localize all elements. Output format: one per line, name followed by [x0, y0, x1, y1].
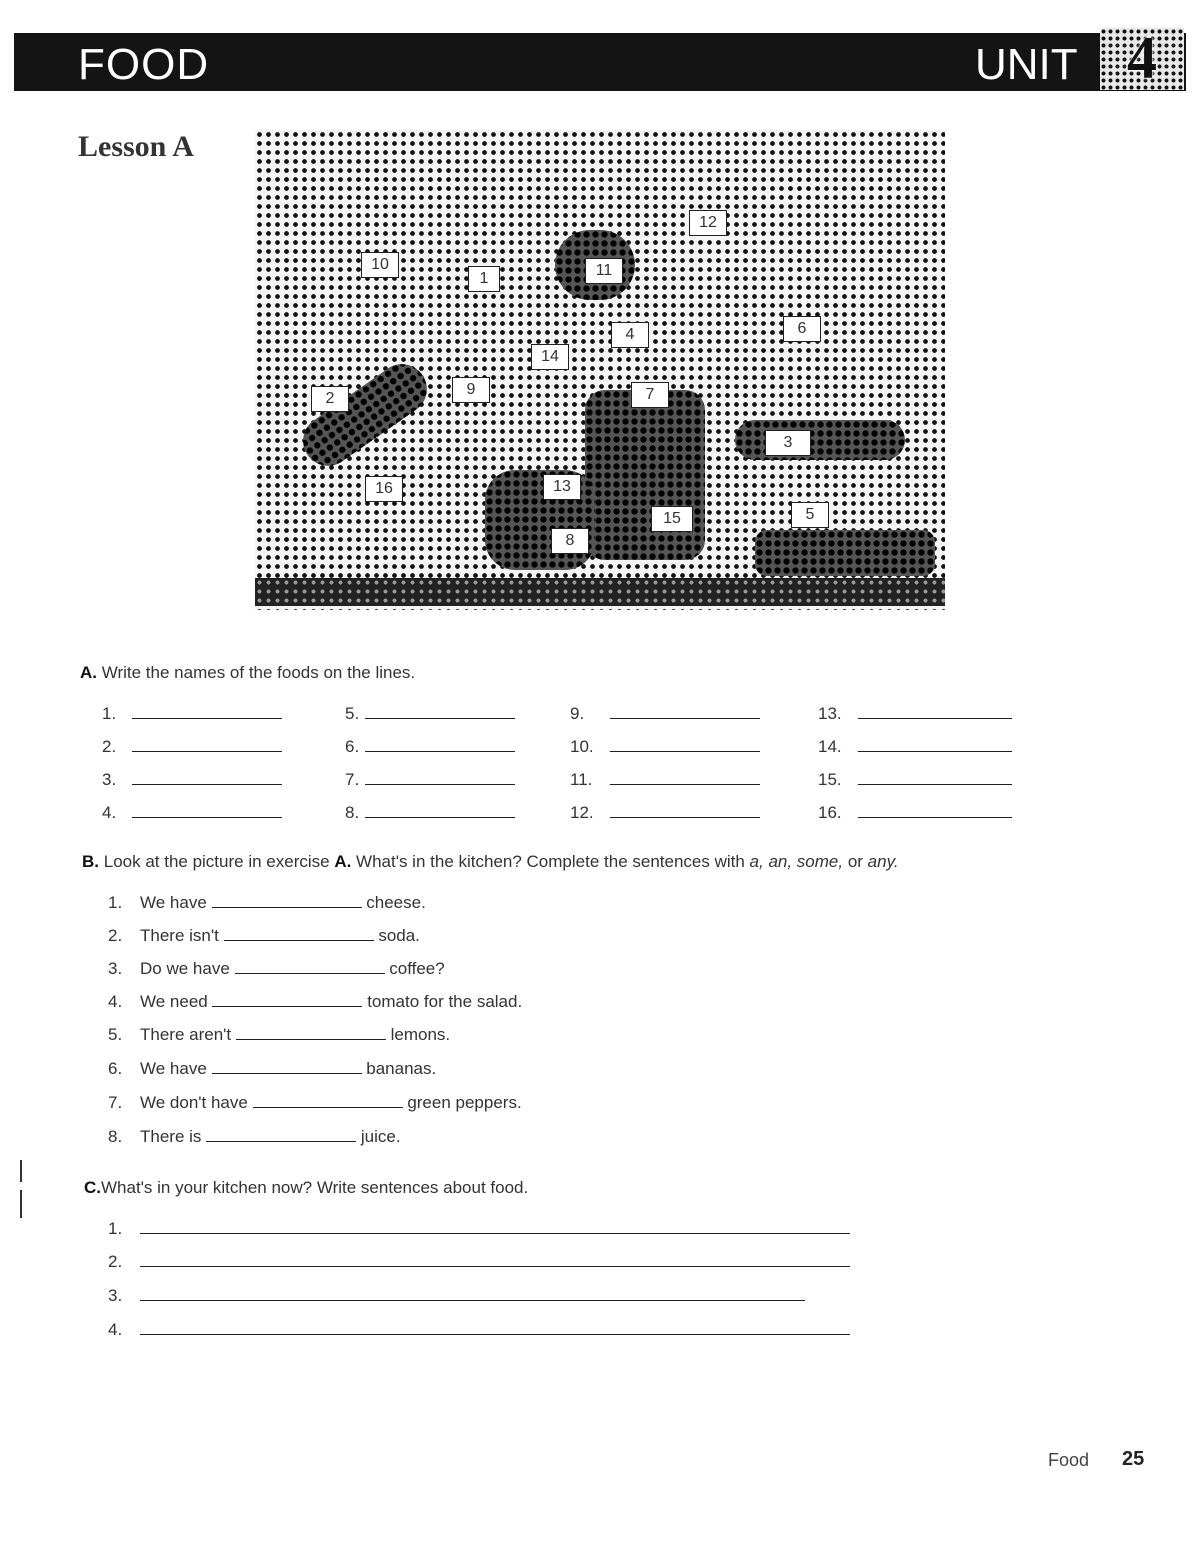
sentence-row	[108, 959, 445, 979]
answer-row	[345, 770, 515, 790]
answer-line[interactable]	[610, 770, 760, 785]
exercise-b-instruction-mid: What's in the kitchen? Complete the sentences with	[351, 852, 750, 871]
picture-counter	[255, 578, 945, 606]
writing-number: 1.	[108, 1219, 123, 1238]
answer-number: 10.	[570, 737, 594, 756]
sentence-blank[interactable]	[224, 926, 374, 941]
sentence-blank[interactable]	[236, 1025, 386, 1040]
answer-number: 11.	[570, 770, 593, 789]
writing-row	[108, 1320, 850, 1340]
lesson-title: Lesson A	[78, 130, 194, 163]
writing-row	[108, 1252, 850, 1272]
picture-label-10: 10	[361, 252, 399, 278]
sentence-before: We have	[140, 893, 207, 912]
picture-label-12: 12	[689, 210, 727, 236]
sentence-number: 8.	[108, 1127, 123, 1146]
sentence-after: cheese.	[366, 893, 426, 912]
picture-label-9: 9	[452, 377, 490, 403]
answer-row	[570, 737, 760, 757]
exercise-b-instruction-pre: Look at the picture in exercise	[103, 852, 335, 871]
exercise-a-heading	[80, 663, 415, 683]
sentence-after: green peppers.	[407, 1093, 522, 1112]
exercise-c-heading	[84, 1178, 528, 1198]
picture-shape-pepper	[735, 420, 905, 460]
picture-label-1: 1	[468, 266, 500, 292]
sentence-row	[108, 1127, 401, 1147]
picture-shape-bag	[755, 530, 935, 576]
writing-line[interactable]	[140, 1286, 805, 1301]
exercise-b-heading	[82, 852, 899, 872]
answer-line[interactable]	[132, 704, 282, 719]
writing-row	[108, 1219, 850, 1239]
sentence-number: 7.	[108, 1093, 123, 1112]
answer-row	[818, 737, 1012, 757]
sentence-after: soda.	[378, 926, 420, 945]
answer-row	[818, 803, 1012, 823]
exercise-c-letter: C.	[84, 1178, 101, 1197]
picture-label-4: 4	[611, 322, 649, 348]
sentence-row	[108, 926, 420, 946]
answer-number: 13.	[818, 704, 842, 723]
sentence-number: 2.	[108, 926, 123, 945]
sentence-before: There isn't	[140, 926, 219, 945]
writing-row	[108, 1286, 805, 1306]
answer-number: 12.	[570, 803, 594, 822]
answer-number: 1.	[102, 704, 117, 723]
picture-label-13: 13	[543, 474, 581, 500]
picture-label-6: 6	[783, 316, 821, 342]
answer-row	[102, 803, 282, 823]
sentence-number: 3.	[108, 959, 123, 978]
sentence-before: Do we have	[140, 959, 230, 978]
answer-line[interactable]	[858, 704, 1012, 719]
answer-row	[102, 737, 282, 757]
sentence-number: 6.	[108, 1059, 123, 1078]
sentence-row	[108, 893, 426, 913]
answer-row	[818, 770, 1012, 790]
sentence-before: There aren't	[140, 1025, 232, 1044]
writing-line[interactable]	[140, 1320, 850, 1335]
answer-line[interactable]	[365, 737, 515, 752]
answer-number: 15.	[818, 770, 842, 789]
picture-label-7: 7	[631, 382, 669, 408]
answer-number: 7.	[345, 770, 360, 789]
answer-number: 8.	[345, 803, 360, 822]
picture-label-11: 11	[585, 258, 623, 284]
picture-label-16: 16	[365, 476, 403, 502]
answer-number: 14.	[818, 737, 842, 756]
sentence-number: 5.	[108, 1025, 123, 1044]
exercise-a-instruction: Write the names of the foods on the lines.	[101, 663, 416, 682]
answer-row	[102, 770, 282, 790]
unit-number: 4	[1127, 25, 1157, 91]
answer-line[interactable]	[365, 704, 515, 719]
picture-label-3: 3	[765, 430, 811, 456]
answer-number: 3.	[102, 770, 117, 789]
answer-line[interactable]	[610, 803, 760, 818]
answer-line[interactable]	[610, 737, 760, 752]
writing-number: 2.	[108, 1252, 123, 1271]
answer-line[interactable]	[365, 770, 515, 785]
writing-number: 3.	[108, 1286, 123, 1305]
sentence-blank[interactable]	[212, 1059, 362, 1074]
sentence-row	[108, 1093, 522, 1113]
sentence-blank[interactable]	[206, 1127, 356, 1142]
answer-row	[570, 770, 760, 790]
sentence-blank[interactable]	[212, 992, 362, 1007]
answer-number: 5.	[345, 704, 360, 723]
answer-row	[570, 803, 760, 823]
answer-row	[345, 803, 515, 823]
answer-row	[570, 704, 760, 724]
exercise-c-instruction: What's in your kitchen now? Write sentences about food.	[101, 1178, 529, 1197]
answer-row	[818, 704, 1012, 724]
picture-shape-jar	[585, 390, 705, 560]
sentence-before: We have	[140, 1059, 207, 1078]
margin-mark	[20, 1160, 22, 1182]
sentence-blank[interactable]	[212, 893, 362, 908]
exercise-b-any: any.	[867, 852, 899, 871]
sentence-after: coffee?	[389, 959, 445, 978]
sentence-before: There is	[140, 1127, 202, 1146]
answer-line[interactable]	[858, 803, 1012, 818]
answer-line[interactable]	[858, 737, 1012, 752]
picture-shape-bottle	[293, 354, 436, 475]
exercise-b-ref: A.	[334, 852, 352, 871]
sentence-after: juice.	[360, 1127, 401, 1146]
page-number: 25	[1122, 1448, 1145, 1470]
answer-line[interactable]	[132, 803, 282, 818]
answer-number: 6.	[345, 737, 360, 756]
sentence-before: We need	[140, 992, 208, 1011]
unit-label: UNIT	[975, 40, 1078, 89]
answer-line[interactable]	[610, 704, 760, 719]
writing-line[interactable]	[140, 1252, 850, 1267]
exercise-b-or: or	[843, 852, 868, 871]
picture-label-2: 2	[311, 386, 349, 412]
answer-number: 16.	[818, 803, 842, 822]
sentence-blank[interactable]	[235, 959, 385, 974]
answer-line[interactable]	[858, 770, 1012, 785]
answer-number: 2.	[102, 737, 117, 756]
sentence-after: lemons.	[390, 1025, 451, 1044]
sentence-number: 1.	[108, 893, 123, 912]
sentence-after: bananas.	[366, 1059, 437, 1078]
picture-label-15: 15	[651, 506, 693, 532]
exercise-a-letter: A.	[80, 663, 97, 682]
sentence-blank[interactable]	[253, 1093, 403, 1108]
sentence-after: tomato for the salad.	[367, 992, 523, 1011]
answer-line[interactable]	[132, 770, 282, 785]
page-title: FOOD	[78, 40, 210, 89]
writing-number: 4.	[108, 1320, 123, 1339]
sentence-row	[108, 1059, 436, 1079]
kitchen-picture	[255, 130, 945, 610]
exercise-b-words: a, an, some,	[749, 852, 844, 871]
footer-section: Food	[1048, 1450, 1090, 1470]
exercise-b-letter: B.	[82, 852, 99, 871]
writing-line[interactable]	[140, 1219, 850, 1234]
answer-number: 4.	[102, 803, 117, 822]
answer-row	[345, 737, 515, 757]
picture-label-5: 5	[791, 502, 829, 528]
sentence-before: We don't have	[140, 1093, 248, 1112]
answer-row	[102, 704, 282, 724]
answer-line[interactable]	[132, 737, 282, 752]
picture-label-14: 14	[531, 344, 569, 370]
margin-mark	[20, 1190, 22, 1218]
answer-row	[345, 704, 515, 724]
sentence-number: 4.	[108, 992, 123, 1011]
answer-number: 9.	[570, 704, 585, 723]
answer-line[interactable]	[365, 803, 515, 818]
sentence-row	[108, 1025, 450, 1045]
picture-label-8: 8	[551, 528, 589, 554]
sentence-row	[108, 992, 522, 1012]
